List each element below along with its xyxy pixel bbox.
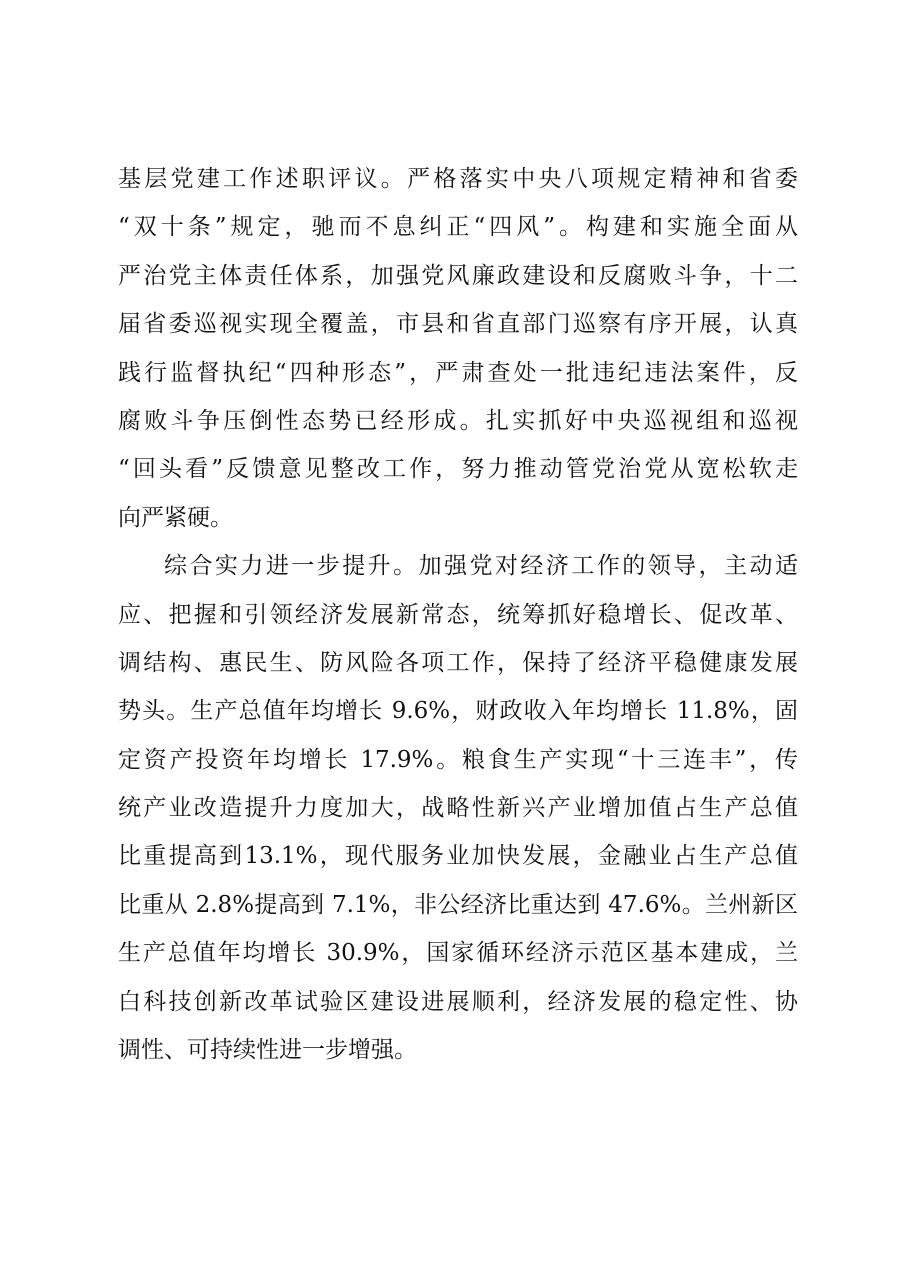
- text-line: 严治党主体责任体系，加强党风廉政建设和反腐败斗争，十二: [118, 262, 798, 289]
- text-line: 势头。生产总值年均增长 9.6%，财政收入年均增长 11.8%，固: [118, 698, 798, 725]
- text-line: 生产总值年均增长 30.9%，国家循环经济示范区基本建成，兰: [118, 940, 798, 967]
- paragraph-economic-strength: [118, 542, 798, 1074]
- text-line: 调性、可持续性进一步增强。: [118, 1037, 417, 1064]
- document-body: [118, 155, 798, 1074]
- text-line: 向严紧硬。: [118, 504, 233, 531]
- text-line: 届省委巡视实现全覆盖，市县和省直部门巡察有序开展，认真: [118, 311, 798, 338]
- text-line: 践行监督执纪“四种形态”，严肃查处一批违纪违法案件，反: [118, 359, 798, 386]
- text-line: 定资产投资年均增长 17.9%。粮食生产实现“十三连丰”，传: [118, 746, 798, 773]
- text-line: 应、把握和引领经济发展新常态，统筹抓好稳增长、促改革、: [118, 601, 798, 628]
- text-line: 调结构、惠民生、防风险各项工作，保持了经济平稳健康发展: [118, 649, 798, 676]
- text-line: 基层党建工作述职评议。严格落实中央八项规定精神和省委: [118, 166, 798, 192]
- text-line: “双十条”规定，驰而不息纠正“四风”。构建和实施全面从: [118, 214, 798, 241]
- text-line: 腐败斗争压倒性态势已经形成。扎实抓好中央巡视组和巡视: [118, 407, 798, 434]
- text-line: “回头看”反馈意见整改工作，努力推动管党治党从宽松软走: [118, 456, 798, 483]
- text-line: 比重提高到13.1%，现代服务业加快发展，金融业占生产总值: [118, 843, 798, 870]
- paragraph-party-building: [118, 155, 798, 542]
- text-line: 综合实力进一步提升。加强党对经济工作的领导，主动适: [164, 553, 798, 580]
- text-line: 统产业改造提升力度加大，战略性新兴产业增加值占生产总值: [118, 795, 798, 822]
- text-line: 比重从 2.8%提高到 7.1%，非公经济比重达到 47.6%。兰州新区: [118, 891, 798, 918]
- text-line: 白科技创新改革试验区建设进展顺利，经济发展的稳定性、协: [118, 988, 798, 1015]
